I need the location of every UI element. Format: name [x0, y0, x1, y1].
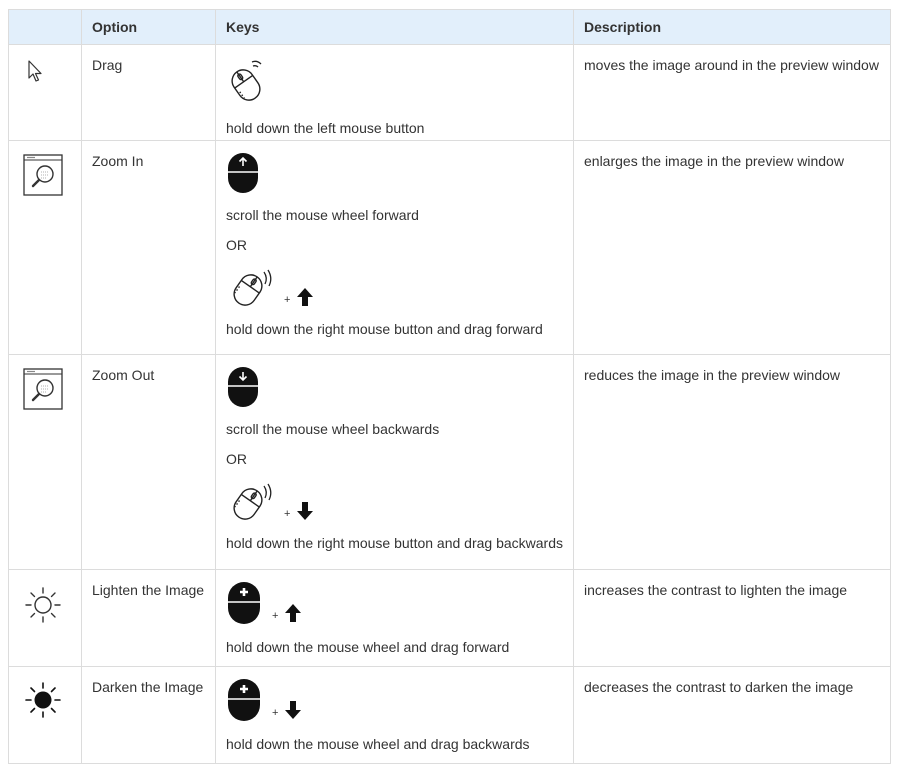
description-cell: decreases the contrast to darken the image — [574, 667, 891, 764]
arrow-up-icon — [284, 603, 302, 623]
header-option: Option — [82, 10, 216, 45]
plus-sign: + — [272, 610, 279, 622]
table-header-row — [9, 10, 891, 45]
icon-cell — [9, 667, 82, 764]
keys-text: hold down the left mouse button — [226, 120, 425, 136]
option-cell: Lighten the Image — [82, 570, 216, 667]
or-text: OR — [226, 451, 247, 467]
mouse-wheel-up-icon — [226, 151, 563, 195]
option-cell: Zoom Out — [82, 355, 216, 570]
header-keys: Keys — [216, 10, 574, 45]
option-cell: Drag — [82, 45, 216, 141]
plus-sign: + — [272, 707, 279, 719]
icon-cell — [9, 355, 82, 570]
mouse-wheel-down-icon — [226, 365, 563, 409]
table-row-darken — [9, 667, 891, 764]
keys-cell — [216, 570, 574, 667]
option-cell: Zoom In — [82, 141, 216, 355]
keys-text: hold down the mouse wheel and drag forward — [226, 639, 510, 655]
icon-cell — [9, 45, 82, 141]
description-cell: enlarges the image in the preview window — [574, 141, 891, 355]
mouse-left-click-icon — [226, 57, 268, 103]
arrow-down-icon — [284, 700, 302, 720]
plus-sign: + — [284, 294, 291, 306]
keys-text: scroll the mouse wheel backwards — [226, 421, 440, 437]
arrow-up-icon — [296, 287, 314, 307]
controls-table — [8, 9, 891, 764]
mouse-wheel-press-icon — [226, 580, 262, 626]
cursor-arrow-icon — [27, 59, 43, 83]
mouse-right-click-icon — [226, 266, 274, 310]
magnifier-window-icon — [23, 368, 63, 410]
option-cell: Darken the Image — [82, 667, 216, 764]
mouse-wheel-press-icon — [226, 677, 262, 723]
keys-text: hold down the mouse wheel and drag backwards — [226, 736, 530, 752]
keys-cell — [216, 45, 574, 141]
table-row-drag — [9, 45, 891, 141]
arrow-down-icon — [296, 501, 314, 521]
keys-cell — [216, 667, 574, 764]
icon-cell — [9, 570, 82, 667]
keys-text: hold down the right mouse button and drag forward — [226, 321, 543, 337]
description-cell: reduces the image in the preview window — [574, 355, 891, 570]
keys-cell — [216, 355, 574, 570]
table-row-lighten — [9, 570, 891, 667]
header-description: Description — [574, 10, 891, 45]
keys-cell — [216, 141, 574, 355]
magnifier-window-icon — [23, 154, 63, 196]
keys-text: scroll the mouse wheel forward — [226, 207, 419, 223]
sun-filled-icon — [24, 681, 62, 719]
plus-sign: + — [284, 508, 291, 520]
description-cell: increases the contrast to lighten the image — [574, 570, 891, 667]
header-icon-column — [9, 10, 82, 45]
icon-cell — [9, 141, 82, 355]
sun-outline-icon — [24, 586, 62, 624]
description-cell: moves the image around in the preview window — [574, 45, 891, 141]
keys-text: hold down the right mouse button and drag backwards — [226, 535, 563, 551]
table-row-zoom-in — [9, 141, 891, 355]
or-text: OR — [226, 237, 247, 253]
mouse-right-click-icon — [226, 480, 274, 524]
table-row-zoom-out — [9, 355, 891, 570]
